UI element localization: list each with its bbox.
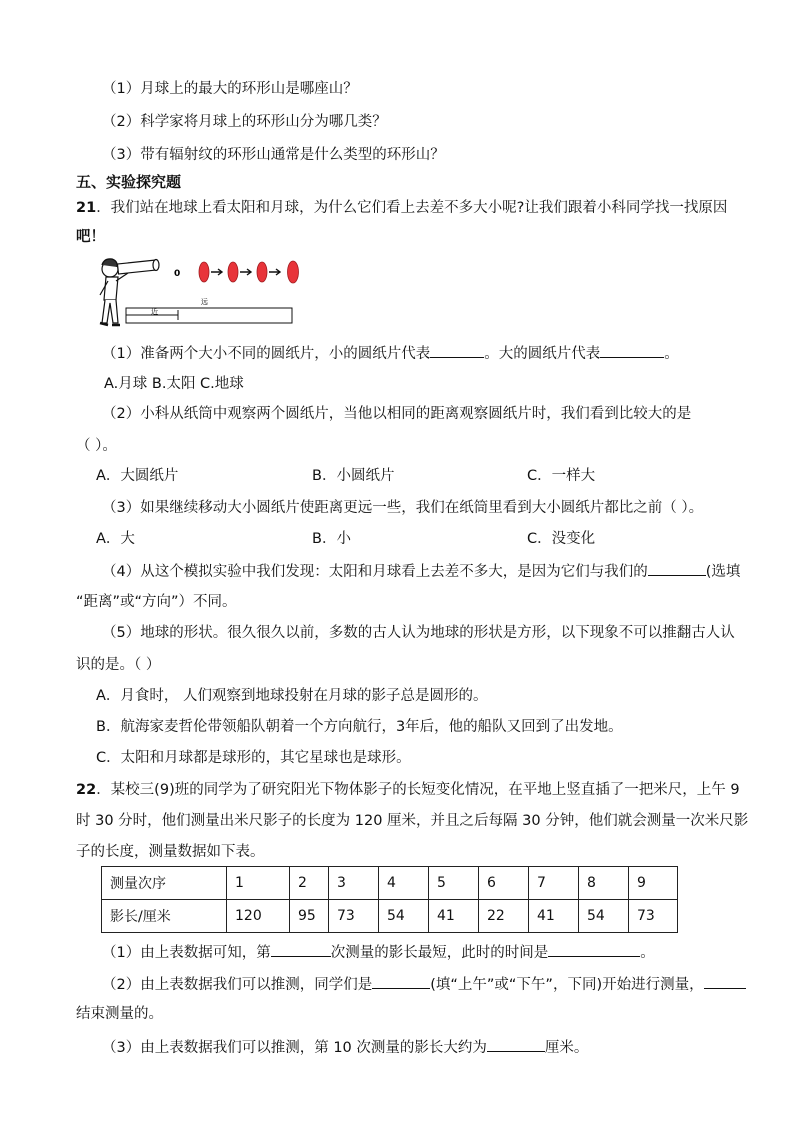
answer-blank[interactable] — [704, 974, 746, 989]
q22-number: 22 — [76, 782, 97, 798]
arrow-icon — [211, 269, 222, 275]
q21-part3: （3）如果继续移动大小圆纸片使距离更远一些，我们在纸筒里看到大小圆纸片都比之前（ ）。 — [102, 500, 704, 516]
q22-part3-text: （3）由上表数据我们可以推测，第 10 次测量的影长大约为 — [102, 1040, 487, 1056]
q22-stem-line1 — [76, 780, 740, 800]
table-cell: 9 — [629, 867, 678, 900]
q22-part2-line1 — [102, 974, 746, 995]
figure-near-label: 近 — [151, 308, 158, 316]
answer-blank[interactable] — [600, 343, 664, 358]
q21-part2-line1: （2）小科从纸筒中观察两个圆纸片，当他以相同的距离观察圆纸片时，我们看到比较大的是 — [102, 406, 692, 422]
table-cell: 41 — [529, 900, 579, 933]
table-header-cell: 测量次序 — [102, 867, 227, 900]
q22-part1-text-b: 次测量的影长最短，此时的时间是 — [330, 945, 549, 961]
disc-3 — [257, 262, 267, 282]
paper-discs — [199, 261, 299, 283]
table-cell: 3 — [329, 867, 379, 900]
q21-part2-option-c: C．一样大 — [527, 468, 596, 484]
table-cell: 1 — [227, 867, 290, 900]
q21-part2-option-a: A．大圆纸片 — [96, 468, 179, 484]
table-cell: 54 — [379, 900, 429, 933]
table-cell: 41 — [429, 900, 479, 933]
q21-part5-line1: （5）地球的形状。很久很久以前，多数的古人认为地球的形状是方形，以下现象不可以推翻古人认 — [102, 625, 735, 641]
q21-part4-line2: “距离”或“方向”）不同。 — [76, 594, 237, 610]
table-cell: 73 — [329, 900, 379, 933]
answer-blank[interactable] — [430, 343, 484, 358]
q22-stem-line3: 子的长度，测量数据如下表。 — [76, 844, 265, 860]
answer-blank[interactable] — [648, 561, 706, 576]
table-cell: 73 — [629, 900, 678, 933]
q21-stem-line2: 吧！ — [76, 229, 105, 245]
table-cell: 7 — [529, 867, 579, 900]
answer-blank[interactable] — [548, 942, 640, 957]
arrow-icon — [269, 269, 280, 275]
q21-part1-text-b: 。大的圆纸片代表 — [484, 346, 601, 362]
q21-part4-text-b: (选填 — [705, 564, 741, 580]
table-cell: 2 — [290, 867, 329, 900]
table-cell: 6 — [479, 867, 529, 900]
q21-part3-option-a: A．大 — [96, 531, 135, 547]
q22-part3-text-b: 厘米。 — [544, 1040, 589, 1056]
disc-2 — [228, 262, 238, 282]
disc-4 — [288, 261, 299, 283]
experiment-figure — [96, 255, 306, 333]
table-row — [102, 867, 678, 900]
q21-part5-line2: 识的是。（ ） — [76, 657, 161, 673]
prev-question-2: （2）科学家将月球上的环形山分为哪几类？ — [102, 114, 387, 130]
q22-part1-text: （1）由上表数据可知，第 — [102, 945, 271, 961]
table-cell: 54 — [579, 900, 629, 933]
q21-part1-text-c: 。 — [664, 346, 679, 362]
q21-part2-line2: （ ）。 — [76, 438, 117, 454]
q22-stem-line2: 时 30 分时，他们测量出米尺影子的长度为 120 厘米，并且之后每隔 30 分钟，他们就会测量一次米尺影 — [76, 813, 749, 829]
q21-part1-options: A.月球 B.太阳 C.地球 — [104, 376, 244, 392]
q21-stem-line1 — [76, 198, 727, 218]
table-cell: 4 — [379, 867, 429, 900]
answer-blank[interactable] — [271, 942, 331, 957]
figure-zero-label: 0 — [174, 269, 181, 279]
table-cell: 22 — [479, 900, 529, 933]
q21-part1-text: （1）准备两个大小不同的圆纸片，小的圆纸片代表 — [102, 346, 431, 362]
q22-stem-text: ．某校三(9)班的同学为了研究阳光下物体影子的长短变化情况，在平地上竖直插了一把米尺，上午 9 — [96, 782, 740, 798]
q21-part5-option-b: B．航海家麦哲伦带领船队朝着一个方向航行，3年后，他的船队又回到了出发地。 — [96, 719, 623, 735]
table-cell: 95 — [290, 900, 329, 933]
answer-blank[interactable] — [487, 1037, 545, 1052]
table-cell: 8 — [579, 867, 629, 900]
q21-part5-option-c: C．太阳和月球都是球形的，其它星球也是球形。 — [96, 750, 411, 766]
disc-1 — [199, 262, 209, 282]
section-title: 五、实验探究题 — [76, 173, 182, 191]
arrow-icon — [240, 269, 251, 275]
q21-part4-text: （4）从这个模拟实验中我们发现：太阳和月球看上去差不多大，是因为它们与我们的 — [102, 564, 648, 580]
table-cell: 5 — [429, 867, 479, 900]
q22-part2-line2: 结束测量的。 — [76, 1006, 163, 1022]
q22-part2-text: （2）由上表数据我们可以推测，同学们是 — [102, 977, 373, 993]
q21-stem-text: ．我们站在地球上看太阳和月球，为什么它们看上去差不多大小呢?让我们跟着小科同学找一找原因 — [96, 200, 728, 216]
q22-part3 — [102, 1037, 588, 1058]
q21-part2-option-b: B．小圆纸片 — [312, 468, 395, 484]
shadow-data-table — [101, 866, 678, 933]
paper-tube — [117, 260, 159, 274]
q22-part1 — [102, 942, 655, 963]
table-header-cell: 影长/厘米 — [102, 900, 227, 933]
table-row — [102, 900, 678, 933]
q21-part4-line1 — [102, 561, 740, 582]
q21-part1 — [102, 343, 679, 364]
q21-part3-option-c: C．没变化 — [527, 531, 596, 547]
table-cell: 120 — [227, 900, 290, 933]
answer-blank[interactable] — [372, 974, 430, 989]
figure-far-label: 远 — [201, 298, 208, 306]
q21-part5-option-a: A．月食时， 人们观察到地球投射在月球的影子总是圆形的。 — [96, 688, 488, 704]
prev-question-3: （3）带有辐射纹的环形山通常是什么类型的环形山？ — [102, 147, 445, 163]
q22-part2-text-b: (填“上午”或“下午”，下同)开始进行测量， — [430, 977, 704, 993]
prev-question-1: （1）月球上的最大的环形山是哪座山？ — [102, 81, 358, 97]
q21-number: 21 — [76, 200, 97, 216]
q21-part3-option-b: B．小 — [312, 531, 351, 547]
q22-part1-text-c: 。 — [640, 945, 655, 961]
